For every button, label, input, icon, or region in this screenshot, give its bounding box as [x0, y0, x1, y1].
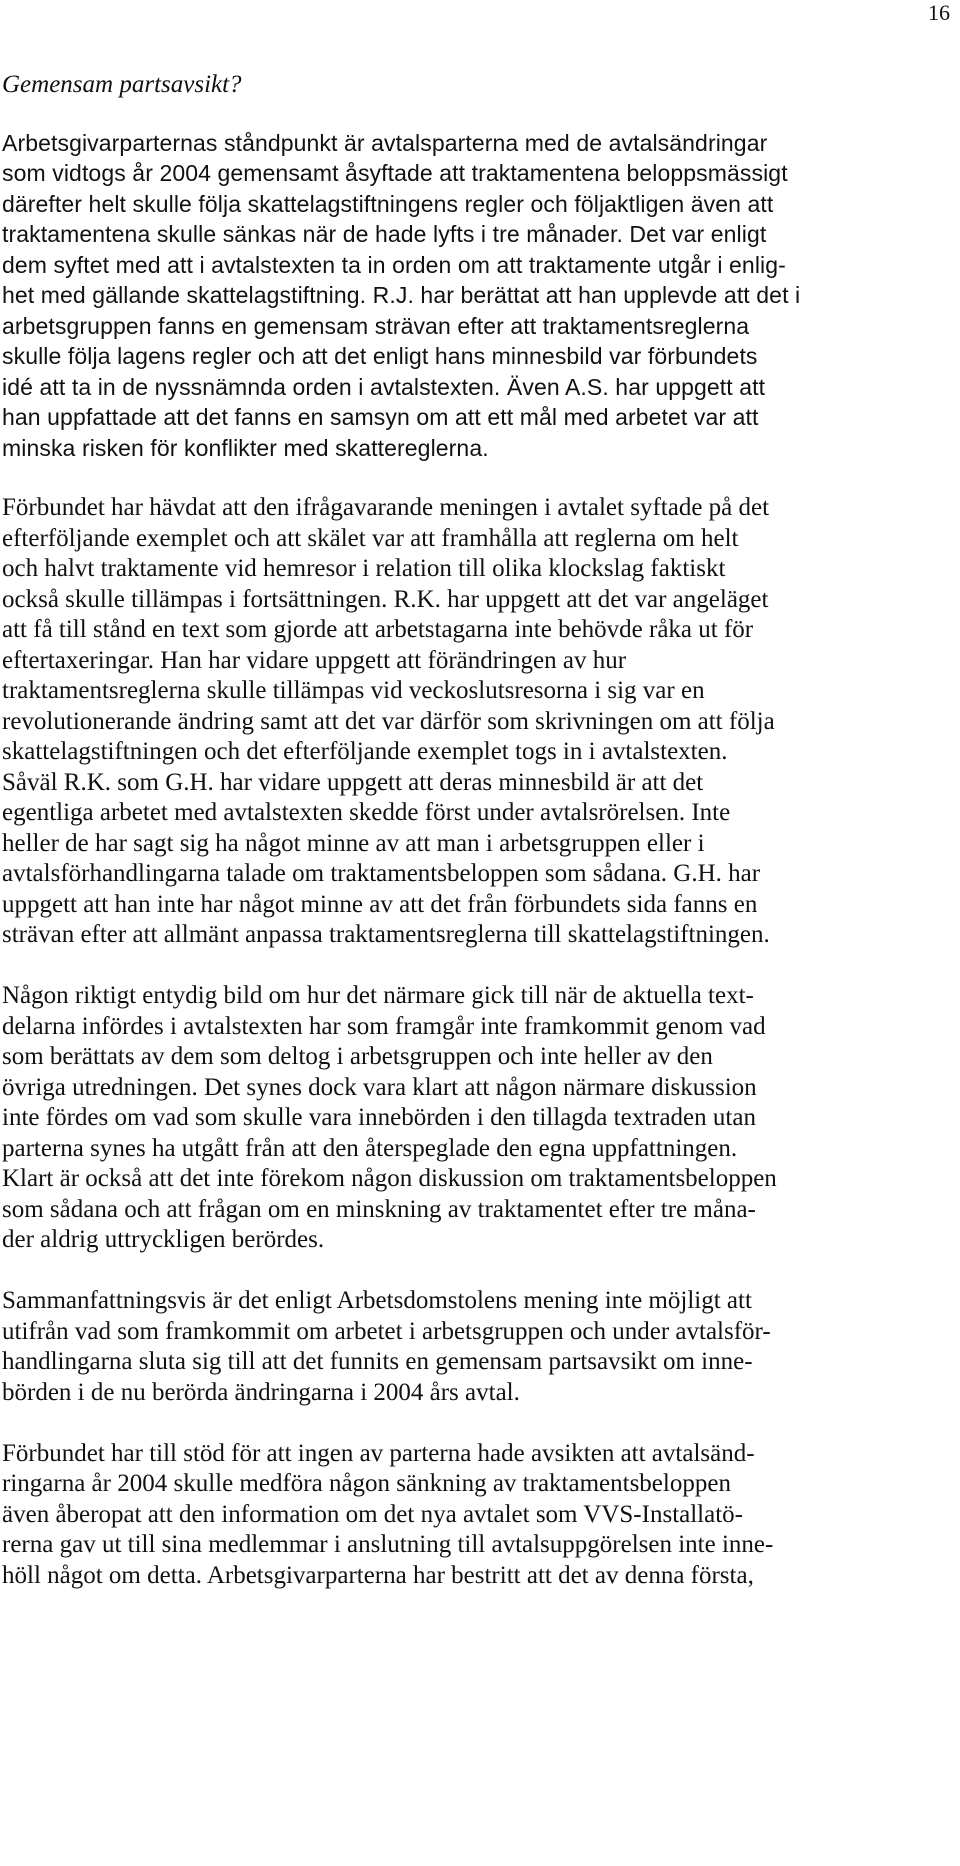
- page-number: 16: [928, 0, 950, 25]
- text-line: traktamentena skulle sänkas när de hade lyfts i tre månader. Det var enligt: [2, 221, 767, 247]
- text-line: rerna gav ut till sina medlemmar i anslutning till avtalsuppgörelsen inte inne-: [2, 1531, 774, 1558]
- text-line: uppgett att han inte har något minne av att det från förbundets sida fanns en: [2, 891, 758, 918]
- text-line: Någon riktigt entydig bild om hur det närmare gick till när de aktuella text-: [2, 982, 754, 1009]
- text-line: ringarna år 2004 skulle medföra någon sänkning av traktamentsbeloppen: [2, 1470, 731, 1497]
- text-line: eftertaxeringar. Han har vidare uppgett att förändringen av hur: [2, 647, 627, 674]
- text-line: arbetsgruppen fanns en gemensam strävan efter att traktamentsreglerna: [2, 313, 750, 339]
- text-line: Förbundet har till stöd för att ingen av parterna hade avsikten att avtalsänd-: [2, 1440, 755, 1467]
- text-line: Klart är också att det inte förekom någon diskussion om traktamentsbeloppen: [2, 1165, 777, 1192]
- text-line: skulle följa lagens regler och att det enligt hans minnesbild var förbundets: [2, 343, 758, 369]
- text-line: dem syftet med att i avtalstexten ta in orden om att traktamente utgår i enlig-: [2, 252, 786, 278]
- text-line: het med gällande skattelagstiftning. R.J. har berättat att han upplevde att det i: [2, 282, 801, 308]
- text-line: Arbetsgivarparternas ståndpunkt är avtalsparterna med de avtalsändringar: [2, 130, 768, 156]
- text-line: traktamentsreglerna skulle tillämpas vid veckoslutsresorna i sig var en: [2, 677, 705, 704]
- text-line: skattelagstiftningen och det efterföljande exemplet togs in i avtalstexten.: [2, 738, 728, 765]
- text-line: avtalsförhandlingarna talade om traktamentsbeloppen som sådana. G.H. har: [2, 860, 761, 887]
- text-line: han uppfattade att det fanns en samsyn om att ett mål med arbetet var att: [2, 404, 759, 430]
- text-line: därefter helt skulle följa skattelagstiftningens regler och följaktligen även att: [2, 191, 774, 217]
- text-line: heller de har sagt sig ha något minne av att man i arbetsgruppen eller i: [2, 830, 705, 857]
- text-line: parterna synes ha utgått från att den återspeglade den egna uppfattningen.: [2, 1135, 738, 1162]
- text-line: som sådana och att frågan om en minskning av traktamentet efter tre måna-: [2, 1196, 756, 1223]
- text-line: handlingarna sluta sig till att det funnits en gemensam partsavsikt om inne-: [2, 1348, 753, 1375]
- text-line: övriga utredningen. Det synes dock vara klart att någon närmare diskussion: [2, 1074, 757, 1101]
- text-line: minska risken för konflikter med skattereglerna.: [2, 435, 489, 461]
- text-line: och halvt traktamente vid hemresor i relation till olika klockslag faktiskt: [2, 555, 726, 582]
- text-line: revolutionerande ändring samt att det var därför som skrivningen om att följa: [2, 708, 775, 735]
- section-heading: Gemensam partsavsikt?: [2, 71, 242, 98]
- text-line: efterföljande exemplet och att skälet var att framhålla att reglerna om helt: [2, 525, 739, 552]
- text-line: Förbundet har hävdat att den ifrågavarande meningen i avtalet syftade på det: [2, 494, 770, 521]
- text-line: inte fördes om vad som skulle vara innebörden i den tillagda textraden utan: [2, 1104, 756, 1131]
- text-line: höll något om detta. Arbetsgivarparterna har bestritt att det av denna första,: [2, 1562, 754, 1589]
- text-line: som vidtogs år 2004 gemensamt åsyftade att traktamentena beloppsmässigt: [2, 160, 788, 186]
- text-line: även åberopat att den information om det nya avtalet som VVS-Installatö-: [2, 1501, 743, 1528]
- text-line: börden i de nu berörda ändringarna i 2004 års avtal.: [2, 1379, 520, 1406]
- text-line: strävan efter att allmänt anpassa traktamentsreglerna till skattelagstiftningen.: [2, 921, 770, 948]
- text-line: utifrån vad som framkommit om arbetet i arbetsgruppen och under avtalsför-: [2, 1318, 771, 1345]
- text-line: också skulle tillämpas i fortsättningen. R.K. har uppgett att det var angeläget: [2, 586, 769, 613]
- text-line: idé att ta in de nyssnämnda orden i avtalstexten. Även A.S. har uppgett att: [2, 374, 766, 400]
- text-line: egentliga arbetet med avtalstexten skedde först under avtalsrörelsen. Inte: [2, 799, 731, 826]
- text-line: der aldrig uttryckligen berördes.: [2, 1226, 325, 1253]
- text-line: Såväl R.K. som G.H. har vidare uppgett att deras minnesbild är att det: [2, 769, 704, 796]
- text-line: Sammanfattningsvis är det enligt Arbetsdomstolens mening inte möjligt att: [2, 1287, 752, 1314]
- text-line: som berättats av dem som deltog i arbetsgruppen och inte heller av den: [2, 1043, 713, 1070]
- text-line: delarna infördes i avtalstexten har som framgår inte framkommit genom vad: [2, 1013, 766, 1040]
- text-line: att få till stånd en text som gjorde att arbetstagarna inte behövde råka ut för: [2, 616, 754, 643]
